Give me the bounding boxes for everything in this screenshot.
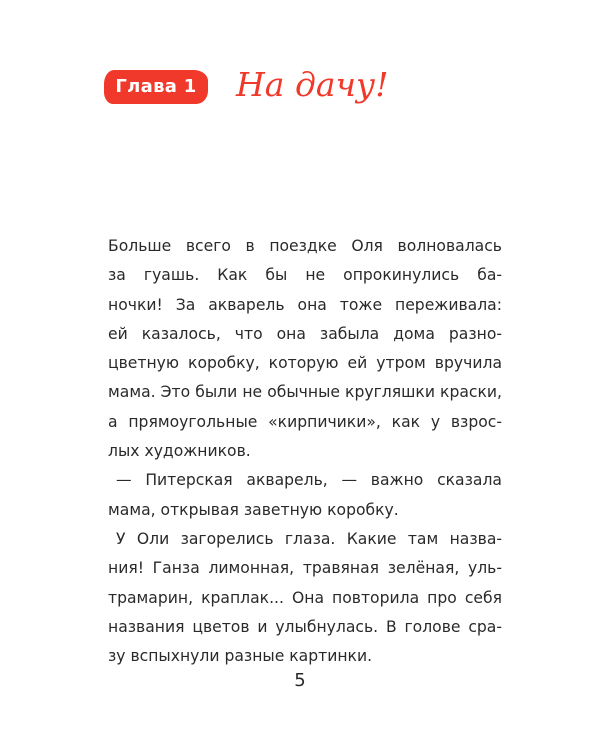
text-line: Больше всего в поездке Оля волновалась [108,237,502,255]
page-number: 5 [294,670,306,691]
text-line: мама. Это были не обычные кругляшки краски, [108,383,502,402]
text-line: ния! Ганза лимонная, травяная зелёная, уль- [108,559,502,578]
chapter-title: На дачу! [236,65,389,104]
text-line: цветную коробку, которую ей утром вручила [108,354,502,373]
text-line: за гуашь. Как бы не опрокинулись ба- [108,266,502,285]
text-line: названия цветов и улыбнулась. В голове сра- [108,617,502,636]
text-line: — Питерская акварель, — важно сказала [116,471,502,490]
text-line: У Оли загорелись глаза. Какие там назва- [116,529,502,548]
text-line: лых художников. [108,442,251,461]
text-line: зу вспыхнули разные картинки. [108,647,373,666]
body-text [108,232,502,671]
text-line: ночки! За акварель она тоже переживала: [108,295,502,314]
text-line: мама, открывая заветную коробку. [108,500,399,519]
chapter-badge: Глава 1 [104,70,208,104]
text-line: трамарин, краплак... Она повторила про себя [108,588,502,607]
text-line: а прямоугольные «кирпичики», как у взрос- [108,412,502,431]
chapter-header [104,58,404,114]
text-line: ей казалось, что она забыла дома разно- [108,324,502,343]
